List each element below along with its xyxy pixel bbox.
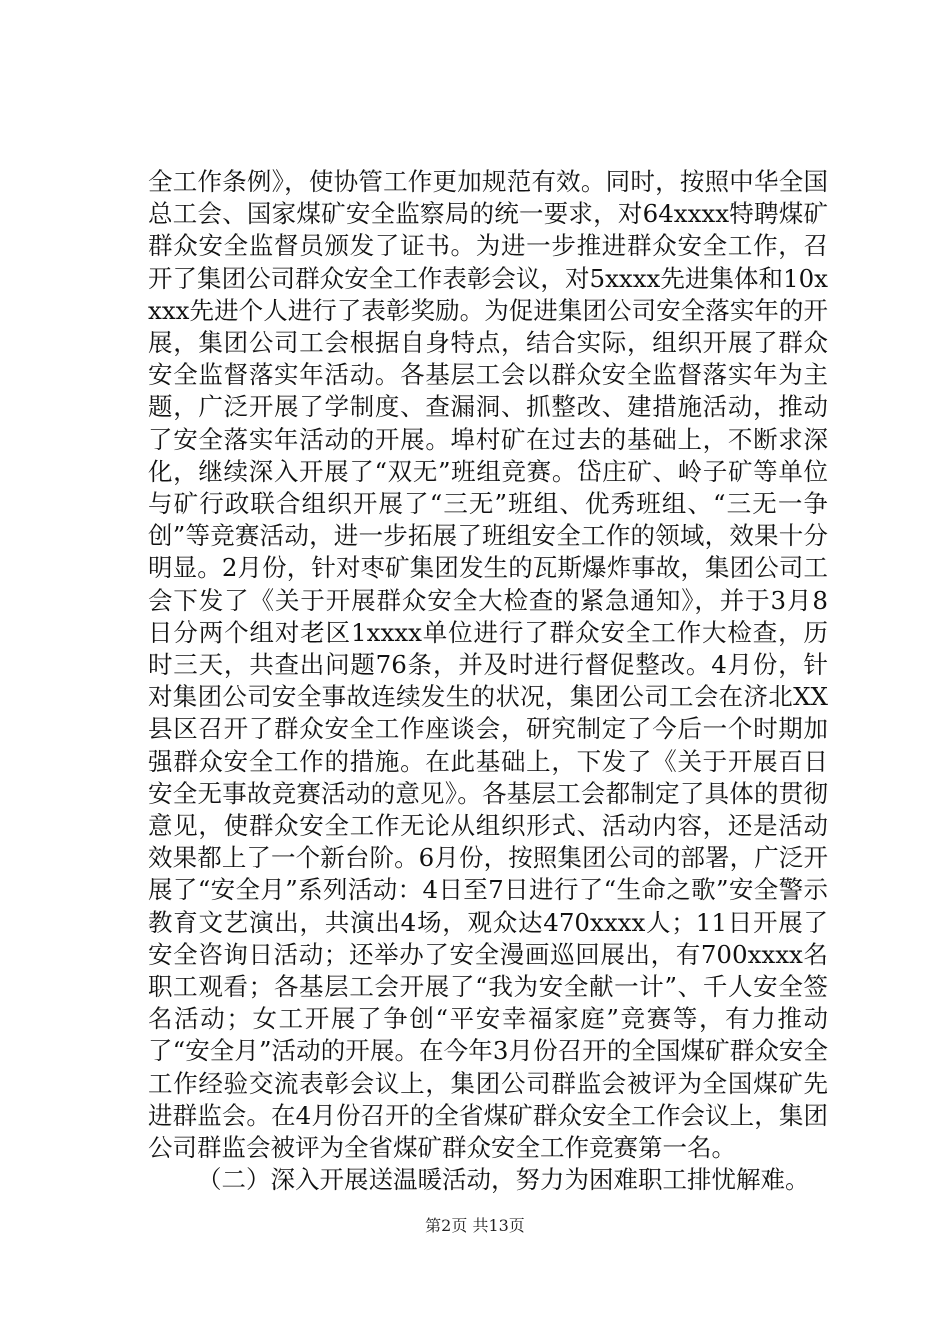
page-footer: 第2页 共13页 [425,1216,525,1235]
document-body [148,166,828,1197]
paragraph-heading-warmth: （二）深入开展送温暖活动，努力为困难职工排忧解难。 [197,1165,810,1195]
paragraph-safety-work: 全工作条例》，使协管工作更加规范有效。同时，按照中华全国总工会、国家煤矿安全监察局的统一要求，对64xxxx特聘煤矿群众安全监督员颁发了证书。为进一步推进群众安全工作，召开了集团公司群众安全工作表彰会议，对5xxxx先进集体和10xxxx先进个人进行了表彰奖励。为促进集团公司安全落实年的开展，集团公司工会根据自身特点，结合实际，组织开展了群众安全监督落实年活动。各基层工会以群众安全监督落实年为主题，广泛开展了学制度、查漏洞、抓整改、建措施活动，推动了安全落实年活动的开展。埠村矿在过去的基础上，不断求深化，继续深入开展了“双无”班组竞赛。岱庄矿、岭子矿等单位与矿行政联合组织开展了“三无”班组、优秀班组、“三无一争创”等竞赛活动，进一步拓展了班组安全工作的领域，效果十分明显。2月份，针对枣矿集团发生的瓦斯爆炸事故，集团公司工会下发了《关于开展群众安全大检查的紧急通知》，并于3月8日分两个组对老区1xxxx单位进行了群众安全工作大检查，历时三天，共查出问题76条，并及时进行督促整改。4月份，针对集团公司安全事故连续发生的状况，集团公司工会在济北XX县区召开了群众安全工作座谈会，研究制定了今后一个时期加强群众安全工作的措施。在此基础上，下发了《关于开展百日安全无事故竞赛活动的意见》。各基层工会都制定了具体的贯彻意见，使群众安全工作无论从组织形式、活动内容，还是活动效果都上了一个新台阶。6月份，按照集团公司的部署，广泛开展了“安全月”系列活动：4日至7日进行了“生命之歌”安全警示教育文艺演出，共演出4场，观众达470xxxx人；11日开展了安全咨询日活动；还举办了安全漫画巡回展出，有700xxxx名职工观看；各基层工会开展了“我为安全献一计”、千人安全签名活动；女工开展了争创“平安幸福家庭”竞赛等，有力推动了“安全月”活动的开展。在今年3月份召开的全国煤矿群众安全工作经验交流表彰会议上，集团公司群监会被评为全国煤矿先进群监会。在4月份召开的全省煤矿群众安全工作会议上，集团公司群监会被评为全省煤矿群众安全工作竞赛第一名。 [148,167,828,1163]
